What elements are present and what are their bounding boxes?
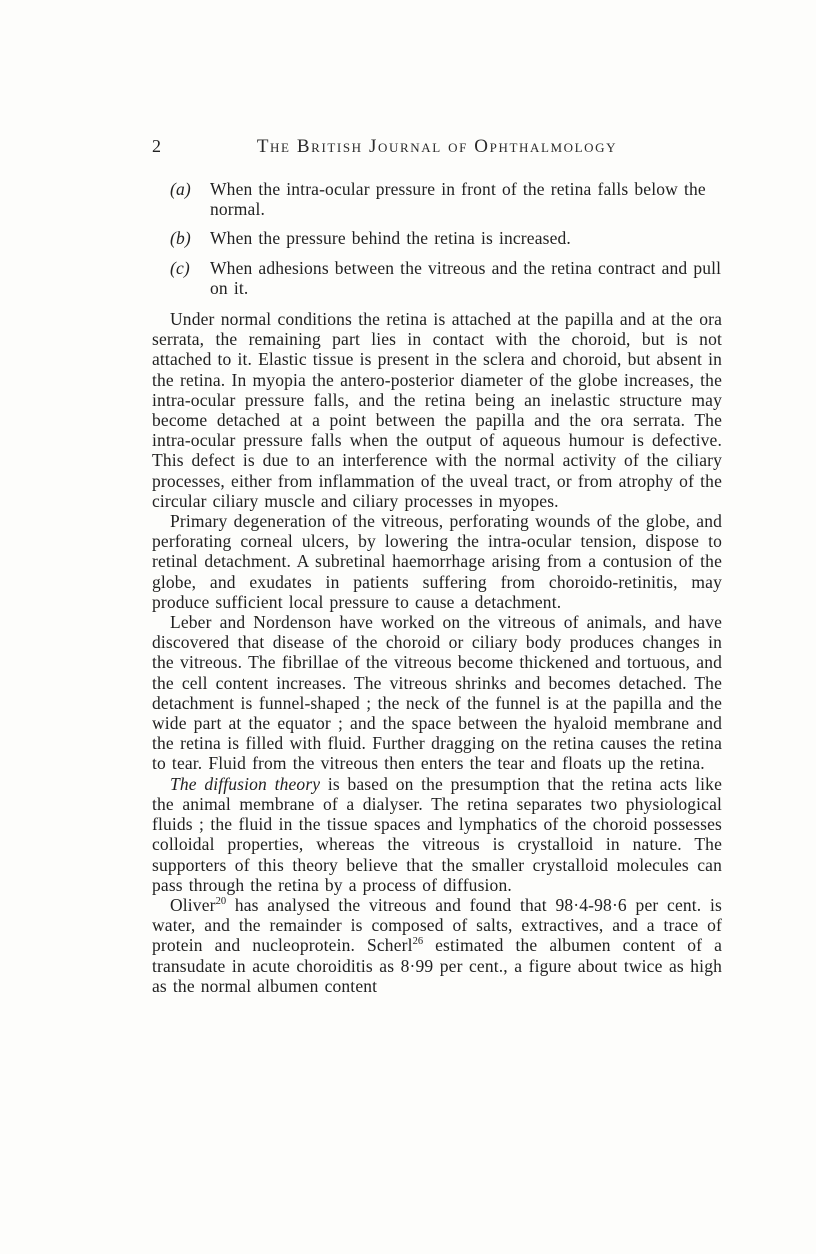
reference-superscript: 20 xyxy=(215,896,227,908)
paragraph xyxy=(152,612,722,774)
paragraph xyxy=(152,511,722,612)
paragraph xyxy=(152,895,722,996)
list-item-label: (c) xyxy=(170,257,190,278)
list-item xyxy=(170,258,722,298)
list-item-label: (b) xyxy=(170,228,191,249)
list-item-text: When adhesions between the vitreous and the retina contract and pull on it. xyxy=(210,257,722,298)
reference-superscript: 26 xyxy=(412,936,424,948)
list-item-label: (a) xyxy=(170,179,191,199)
text-segment: Leber and Nordenson have worked on the vitreous of animals, and have discovered that disease of the choroid or ciliary body produces changes in the vitreous. The fibrillae of the vitreous become thickened and tortuous, and the cell content increases. The vitreous shrinks and becomes detached. The detachment is funnel-shaped ; the neck of the funnel is at the papilla and the wide part at the equator ; and the space between the hyaloid membrane and the retina is filled with fluid. Further dragging on the retina causes the retina to tear. Fluid from the vitreous then enters the tear and floats up the retina. xyxy=(152,612,722,774)
condition-list xyxy=(152,179,722,298)
text-segment: has analysed the vitreous and found that 98·4-98·6 per cent. is water, and the remainder is composed of salts, extractives, and a trace of protein and nucleoprotein. Scherl xyxy=(152,894,722,956)
paragraph xyxy=(152,309,722,511)
text-segment: Under normal conditions the retina is attached at the papilla and at the ora serrata, the remaining part lies in contact with the choroid, but is not attached to it. Elastic tissue is present in the sclera and choroid, but absent in the retina. In myopia the antero-posterior diameter of the globe increases, the intra-ocular pressure falls, and the retina being an inelastic structure may become detached at a point between the papilla and the ora serrata. The intra-ocular pressure falls when the output of aqueous humour is defective. This defect is due to an interference with the normal activity of the ciliary processes, either from inflammation of the uveal tract, or from atrophy of the circular ciliary muscle and ciliary processes in myopes. xyxy=(152,309,722,511)
list-item xyxy=(170,228,722,248)
text-segment: estimated the albumen content of a transudate in acute choroiditis as 8·99 per cent., a figure about twice as high as the normal albumen content xyxy=(152,935,722,996)
text-segment: Oliver xyxy=(170,894,216,915)
text-segment: Primary degeneration of the vitreous, perforating wounds of the globe, and perforating corneal ulcers, by lowering the intra-ocular tension, dispose to retinal detachment. A subretinal haemorrhage arising from a contusion of the globe, and exudates in patients suffering from choroido-retinitis, may produce sufficient local pressure to cause a detachment. xyxy=(152,511,722,612)
text-segment: The diffusion theory xyxy=(170,773,321,794)
text-segment: is based on the presumption that the retina acts like the animal membrane of a dialyser. The retina separates two physiological fluids ; the fluid in the tissue spaces and lymphatics of the choroid possesses colloidal properties, whereas the vitreous is crystalloid in nature. The supporters of this theory believe that the smaller crystalloid molecules can pass through the retina by a process of diffusion. xyxy=(152,773,722,895)
journal-title: The British Journal of Ophthalmology xyxy=(256,136,618,157)
page-header xyxy=(152,136,722,160)
list-item-text: When the pressure behind the retina is increased. xyxy=(210,228,571,249)
text-block xyxy=(152,136,722,996)
page-number: 2 xyxy=(152,136,161,156)
list-item xyxy=(170,179,722,219)
paragraph xyxy=(152,774,722,895)
list-item-text: When the intra-ocular pressure in front of the retina falls below the normal. xyxy=(210,179,706,220)
body-text xyxy=(152,309,722,996)
